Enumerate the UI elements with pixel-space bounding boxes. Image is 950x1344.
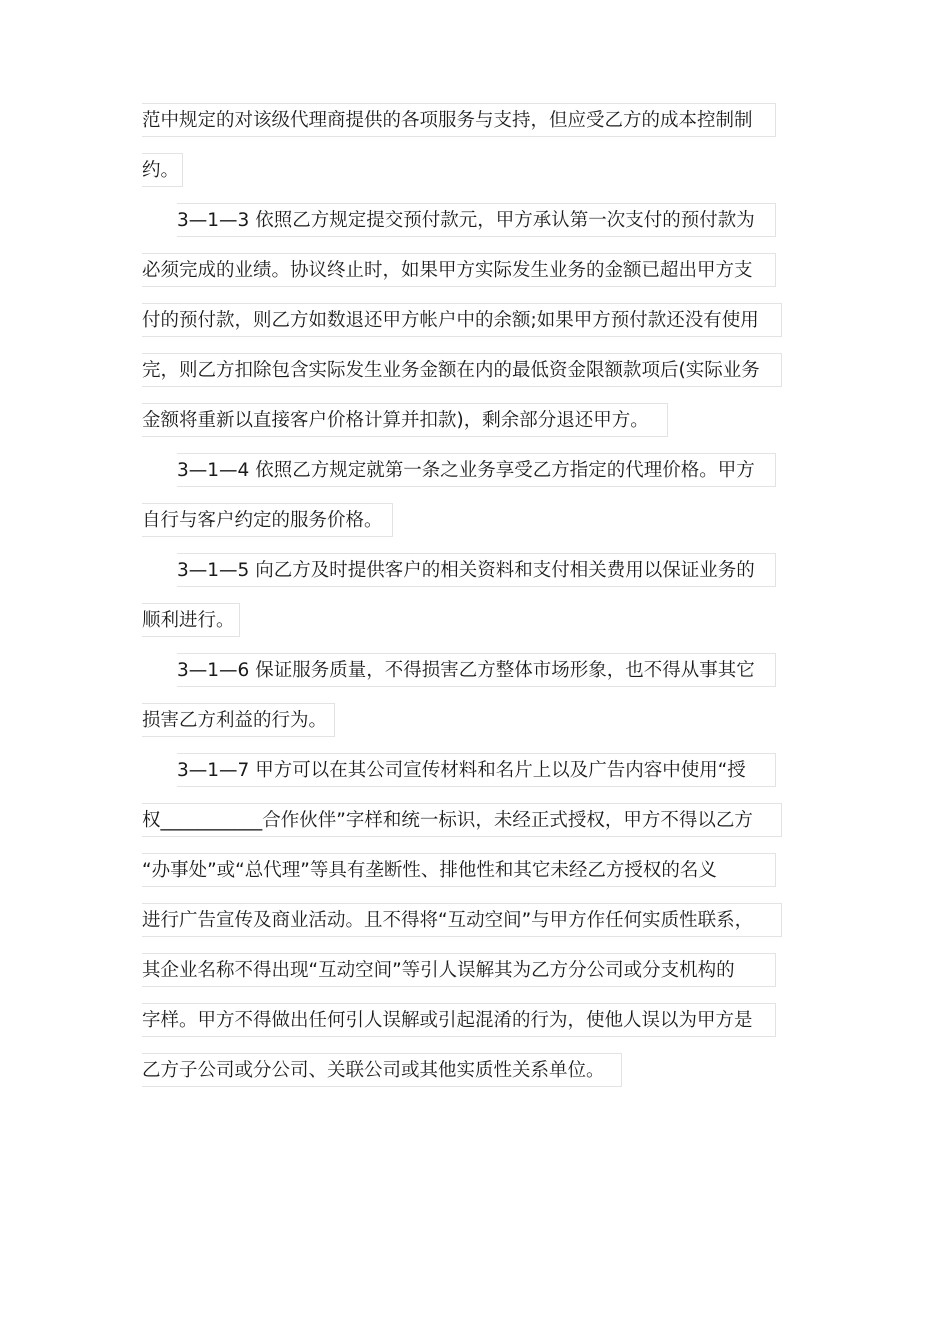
text-line: “办事处”或“总代理”等具有垄断性、排他性和其它未经乙方授权的名义 [142, 853, 776, 887]
text-line: 自行与客户约定的服务价格。 [142, 503, 393, 537]
text-line: 权___________合作伙伴”字样和统一标识，未经正式授权，甲方不得以乙方 [142, 803, 782, 837]
text-line: 约。 [142, 153, 183, 187]
text-line: 进行广告宣传及商业活动。且不得将“互动空间”与甲方作任何实质性联系， [142, 903, 782, 937]
text-line: 完，则乙方扣除包含实际发生业务金额在内的最低资金限额款项后(实际业务 [142, 353, 782, 387]
text-line: 付的预付款，则乙方如数退还甲方帐户中的余额;如果甲方预付款还没有使用 [142, 303, 782, 337]
text-line: 字样。甲方不得做出任何引人误解或引起混淆的行为，使他人误以为甲方是 [142, 1003, 776, 1037]
text-line: 范中规定的对该级代理商提供的各项服务与支持，但应受乙方的成本控制制 [142, 103, 776, 137]
text-line: 3—1—7 甲方可以在其公司宣传材料和名片上以及广告内容中使用“授 [177, 753, 776, 787]
text-line: 必须完成的业绩。协议终止时，如果甲方实际发生业务的金额已超出甲方支 [142, 253, 776, 287]
text-line: 3—1—6 保证服务质量，不得损害乙方整体市场形象，也不得从事其它 [177, 653, 776, 687]
text-line: 损害乙方利益的行为。 [142, 703, 335, 737]
text-line: 3—1—5 向乙方及时提供客户的相关资料和支付相关费用以保证业务的 [177, 553, 776, 587]
text-line: 顺利进行。 [142, 603, 240, 637]
text-line: 3—1—3 依照乙方规定提交预付款元，甲方承认第一次支付的预付款为 [177, 203, 776, 237]
text-line: 乙方子公司或分公司、关联公司或其他实质性关系单位。 [142, 1053, 622, 1087]
text-line: 3—1—4 依照乙方规定就第一条之业务享受乙方指定的代理价格。甲方 [177, 453, 776, 487]
text-line: 其企业名称不得出现“互动空间”等引人误解其为乙方分公司或分支机构的 [142, 953, 776, 987]
text-line: 金额将重新以直接客户价格计算并扣款)，剩余部分退还甲方。 [142, 403, 668, 437]
